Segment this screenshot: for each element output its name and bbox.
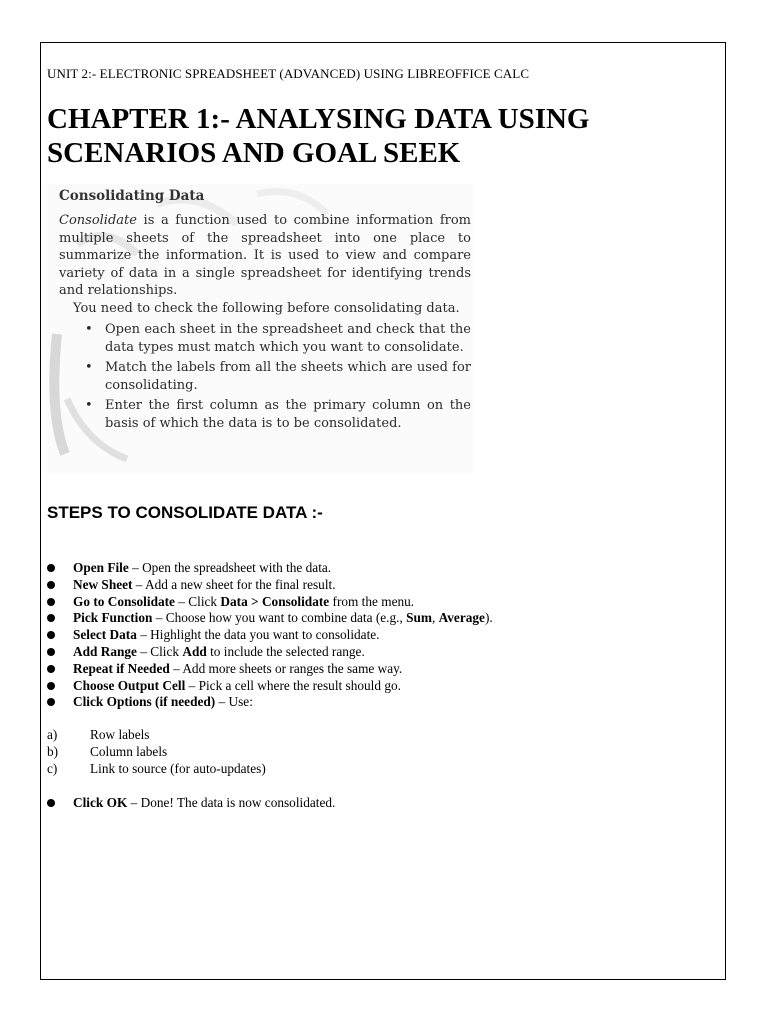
bullet-icon — [47, 682, 55, 690]
option-marker: c) — [47, 760, 58, 776]
scan-bullet-item: • Enter the first column as the primary column on the basis of which the data is to be consolidated. — [85, 398, 471, 431]
textbook-scan-image — [47, 184, 473, 474]
bullet-icon — [47, 665, 55, 673]
bullet-icon — [47, 648, 55, 656]
bullet-icon — [47, 631, 55, 639]
bullet-icon — [47, 598, 55, 606]
step-item: Add Range – Click Add to include the selected range. — [47, 644, 707, 661]
scan-intro-term: Consolidate — [59, 213, 137, 228]
step-item: Choose Output Cell – Pick a cell where the result should go. — [47, 678, 707, 695]
final-step-list — [47, 795, 335, 812]
bullet-icon — [47, 614, 55, 622]
step-item: Go to Consolidate – Click Data > Consolidate from the menu. — [47, 594, 707, 611]
scan-bullet-item: • Match the labels from all the sheets which are used for consolidating. — [85, 360, 471, 393]
bullet-icon — [47, 564, 55, 572]
bullet-icon — [47, 698, 55, 706]
unit-line: UNIT 2:- ELECTRONIC SPREADSHEET (ADVANCED) USING LIBREOFFICE CALC — [47, 66, 530, 81]
scan-intro-text: is a function used to combine information from multiple sheets of the spreadsheet into one place to summarize the information. It is used to view and compare variety of data in a single spreadsheet for identifying trends and relationships. — [59, 213, 471, 298]
scan-check-line: You need to check the following before consolidating data. — [73, 300, 460, 316]
bullet-icon — [47, 581, 55, 589]
steps-list — [47, 560, 707, 711]
option-item: c) Link to source (for auto-updates) — [47, 760, 266, 776]
scan-bullet-item: • Open each sheet in the spreadsheet and check that the data types must match which you want to consolidate. — [85, 322, 471, 355]
step-item: Click Options (if needed) – Use: — [47, 694, 707, 711]
option-item: b) Column labels — [47, 743, 168, 759]
steps-heading: STEPS TO CONSOLIDATE DATA :- — [47, 503, 323, 522]
scan-bullet-list — [59, 321, 471, 432]
options-list — [47, 727, 266, 777]
bullet-dot: • — [85, 360, 93, 375]
step-item: Select Data – Highlight the data you want to consolidate. — [47, 627, 707, 644]
step-item: Repeat if Needed – Add more sheets or ranges the same way. — [47, 661, 707, 678]
scan-intro-paragraph — [59, 212, 471, 300]
step-item: Pick Function – Choose how you want to combine data (e.g., Sum, Average). — [47, 610, 707, 627]
scan-content — [59, 188, 471, 435]
option-item: a) Row labels — [47, 727, 150, 742]
scan-heading: Consolidating Data — [59, 188, 205, 204]
bullet-dot: • — [85, 398, 93, 413]
bullet-icon — [47, 799, 55, 807]
step-item: New Sheet – Add a new sheet for the final result. — [47, 577, 707, 594]
bullet-dot: • — [85, 322, 93, 337]
chapter-title: CHAPTER 1:- ANALYSING DATA USING SCENARIOS AND GOAL SEEK — [47, 103, 590, 169]
option-marker: a) — [47, 727, 58, 742]
option-marker: b) — [47, 743, 59, 759]
step-item-final: Click OK – Done! The data is now consolidated. — [47, 795, 335, 812]
step-item: Open File – Open the spreadsheet with the data. — [47, 560, 707, 577]
